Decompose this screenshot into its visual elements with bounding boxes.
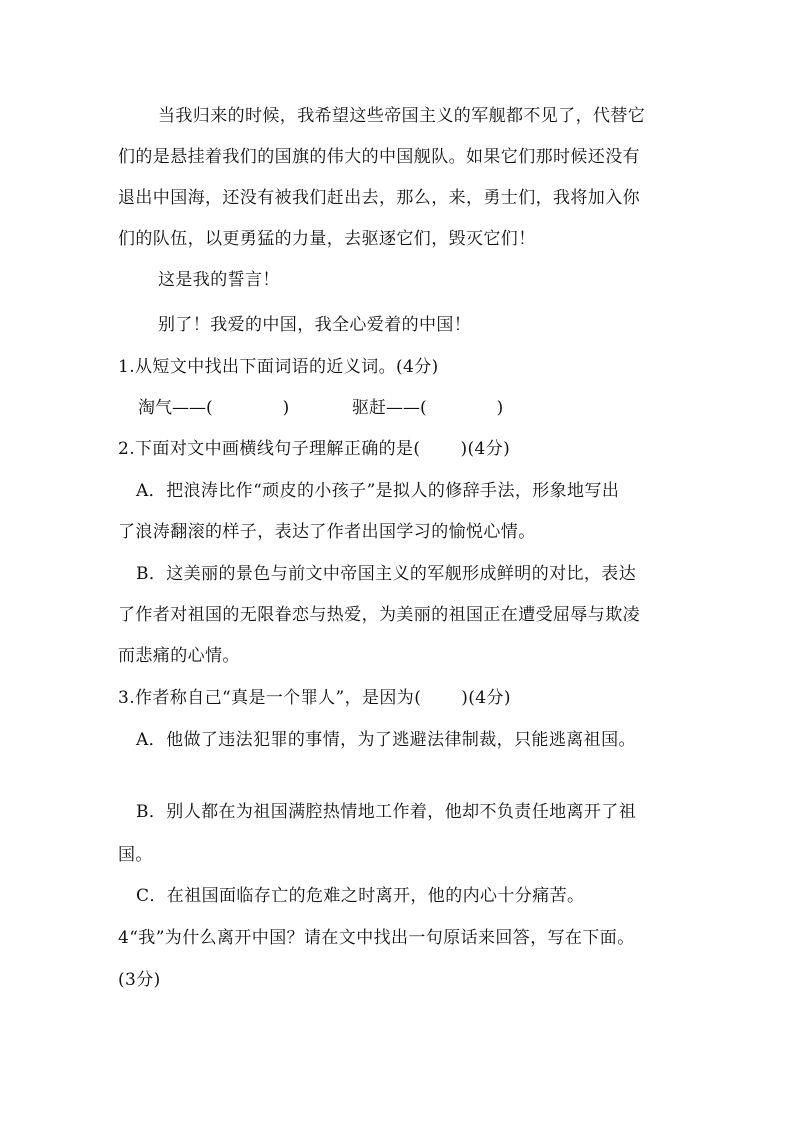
passage-line: 们的队伍，以更勇猛的力量，去驱逐它们，毁灭它们！ bbox=[118, 229, 536, 249]
q2-option-b: B．这美丽的景色与前文中帝国主义的军舰形成鲜明的对比，表达 bbox=[136, 564, 637, 584]
question-4-stem: 4“我”为什么离开中国？请在文中找出一句原话来回答，写在下面。 bbox=[118, 928, 635, 948]
passage-line: 退出中国海，还没有被我们赶出去，那么，来，勇士们，我将加入你 bbox=[118, 188, 640, 208]
q1-word-2-label: 驱赶——( bbox=[352, 398, 427, 418]
passage-line: 别了！我爱的中国，我全心爱着的中国！ bbox=[158, 315, 472, 335]
question-1-stem: 1.从短文中找出下面词语的近义词。(4分) bbox=[118, 357, 439, 377]
q3-option-b: B．别人都在为祖国满腔热情地工作着，他却不负责任地离开了祖 bbox=[136, 802, 637, 822]
q1-word-1: 淘气——( ) bbox=[138, 398, 290, 418]
q3-option-b-cont: 国。 bbox=[118, 845, 153, 865]
question-2-stem: 2.下面对文中画横线句子理解正确的是( )(4分) bbox=[118, 439, 511, 459]
q2-option-a-cont: 了浪涛翻滚的样子，表达了作者出国学习的愉悦心情。 bbox=[118, 522, 536, 542]
q3-option-a: A．他做了违法犯罪的事情，为了逃避法律制裁，只能逃离祖国。 bbox=[136, 730, 636, 750]
passage-line: 们的是悬挂着我们的国旗的伟大的中国舰队。如果它们那时候还没有 bbox=[118, 147, 640, 167]
passage-line: 这是我的誓言！ bbox=[158, 270, 280, 290]
question-3-stem: 3.作者称自己“真是一个罪人”，是因为( )(4分) bbox=[118, 688, 511, 708]
q2-option-b-cont: 了作者对祖国的无限眷恋与热爱，为美丽的祖国正在遭受屈辱与欺凌 bbox=[118, 605, 640, 625]
q1-word-2: 驱赶——( ) bbox=[352, 398, 504, 418]
question-4-stem-cont: (3分) bbox=[118, 970, 161, 990]
passage-line: 当我归来的时候，我希望这些帝国主义的军舰都不见了，代替它 bbox=[158, 106, 646, 126]
q1-word-1-label: 淘气——( bbox=[138, 398, 213, 418]
q2-option-b-cont: 而悲痛的心情。 bbox=[118, 646, 240, 666]
q3-option-c: C．在祖国面临存亡的危难之时离开，他的内心十分痛苦。 bbox=[136, 886, 585, 906]
q2-option-a: A．把浪涛比作“顽皮的小孩子”是拟人的修辞手法，形象地写出 bbox=[136, 481, 620, 501]
